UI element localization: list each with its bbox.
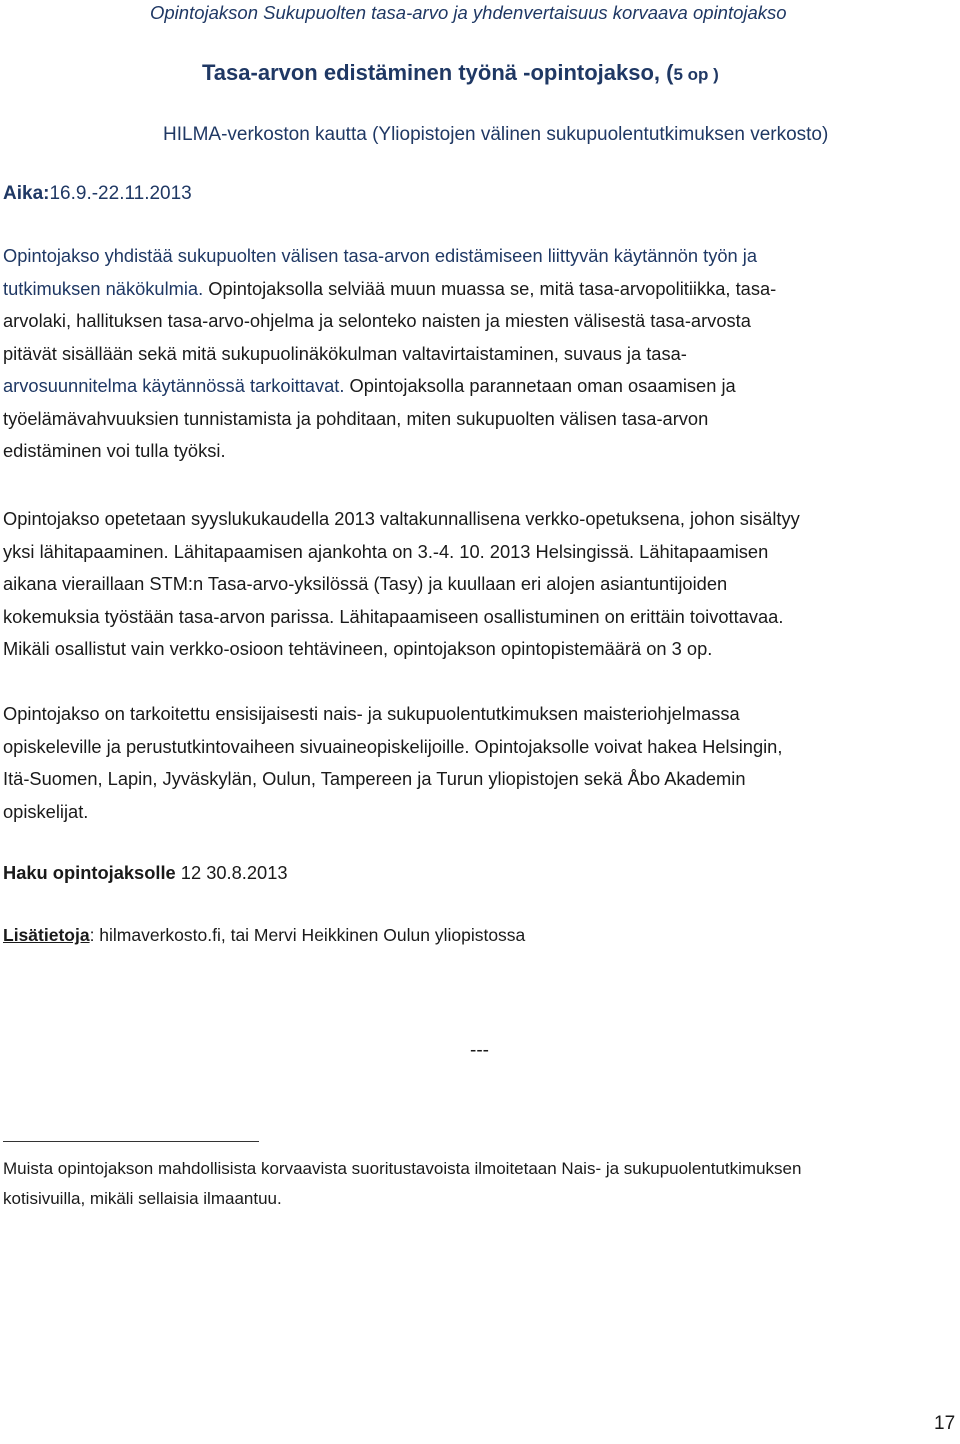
haku-label: Haku opintojaksolle bbox=[3, 862, 176, 883]
p2-line: yksi lähitapaaminen. Lähitapaamisen ajankohta on 3.-4. 10. 2013 Helsingissä. Lähitapaamisen bbox=[3, 540, 769, 562]
p2-line: aikana vieraillaan STM:n Tasa-arvo-yksilössä (Tasy) ja kuullaan eri alojen asiantuntijoiden bbox=[3, 573, 728, 594]
more-info bbox=[3, 919, 525, 952]
course-title-main: Tasa-arvon edistäminen työnä -opintojakso, ( bbox=[202, 60, 674, 85]
course-dates bbox=[3, 183, 192, 205]
footnote-line: kotisivuilla, mikäli sellaisia ilmaantuu. bbox=[3, 1189, 282, 1208]
p1-line: arvolaki, hallituksen tasa-arvo-ohjelma ja selonteko naisten ja miesten välisestä tasa-arvosta bbox=[3, 310, 751, 331]
p2-line: kokemuksia työstään tasa-arvon parissa. Lähitapaamiseen osallistuminen on erittäin toivottavaa. bbox=[3, 605, 784, 627]
paragraph-description bbox=[3, 240, 776, 468]
p1-line: työelämävahvuuksien tunnistamista ja pohditaan, miten sukupuolten välisen tasa-arvon bbox=[3, 407, 709, 429]
p1-line: tutkimuksen näkökulmia. Opintojaksolla selviää muun muassa se, mitä tasa-arvopolitiikka, tasa- bbox=[3, 277, 777, 299]
course-subtitle: HILMA-verkoston kautta (Yliopistojen välinen sukupuolentutkimuksen verkosto) bbox=[163, 124, 829, 145]
course-header-line: Opintojakson Sukupuolten tasa-arvo ja yhdenvertaisuus korvaava opintojakso bbox=[150, 2, 787, 23]
paragraph-audience bbox=[3, 698, 782, 828]
p3-line: Opintojakso on tarkoitettu ensisijaisesti nais- ja sukupuolentutkimuksen maisteriohjelmassa bbox=[3, 703, 740, 724]
p3-line: opiskeleville ja perustutkintovaiheen sivuaineopiskelijoille. Opintojaksolle voivat hakea Helsingin, bbox=[3, 735, 783, 757]
course-title-credits: 5 op ) bbox=[673, 65, 719, 84]
p2-line: Opintojakso opetetaan syyslukukaudella 2013 valtakunnallisena verkko-opetuksena, johon sisältyy bbox=[3, 508, 800, 529]
lisatietoja-label: Lisätietoja bbox=[3, 925, 90, 945]
haku-value: 12 30.8.2013 bbox=[175, 862, 288, 883]
p3-line: Itä-Suomen, Lapin, Jyväskylän, Oulun, Tampereen ja Turun yliopistojen sekä Åbo Akademin bbox=[3, 768, 746, 789]
course-title bbox=[202, 60, 719, 86]
footnote-line: Muista opintojakson mahdollisista korvaavista suoritustavoista ilmoitetaan Nais- ja sukupuolentutkimuksen bbox=[3, 1159, 802, 1178]
lisatietoja-value: : hilmaverkosto.fi, tai Mervi Heikkinen Oulun yliopistossa bbox=[89, 925, 526, 945]
footnote bbox=[3, 1154, 801, 1214]
application-period bbox=[3, 857, 288, 890]
page-number: 17 bbox=[934, 1413, 956, 1434]
aika-label: Aika: bbox=[3, 183, 50, 204]
p1-line: pitävät sisällään sekä mitä sukupuolinäkökulman valtavirtaistaminen, suvaus ja tasa- bbox=[3, 342, 687, 364]
p2-line: Mikäli osallistut vain verkko-osioon tehtävineen, opintojakson opintopistemäärä on 3 op. bbox=[3, 638, 713, 659]
footnote-rule bbox=[3, 1141, 259, 1142]
paragraph-teaching bbox=[3, 503, 800, 666]
p1-line: edistäminen voi tulla työksi. bbox=[3, 440, 226, 461]
p1-line: arvosuunnitelma käytännössä tarkoittavat. Opintojaksolla parannetaan oman osaamisen ja bbox=[3, 375, 736, 396]
aika-value: 16.9.-22.11.2013 bbox=[49, 183, 192, 204]
p1-line: Opintojakso yhdistää sukupuolten välisen tasa-arvon edistämiseen liittyvän käytännön työn ja bbox=[3, 245, 758, 266]
section-separator: --- bbox=[470, 1040, 489, 1061]
p3-line: opiskelijat. bbox=[3, 800, 89, 822]
